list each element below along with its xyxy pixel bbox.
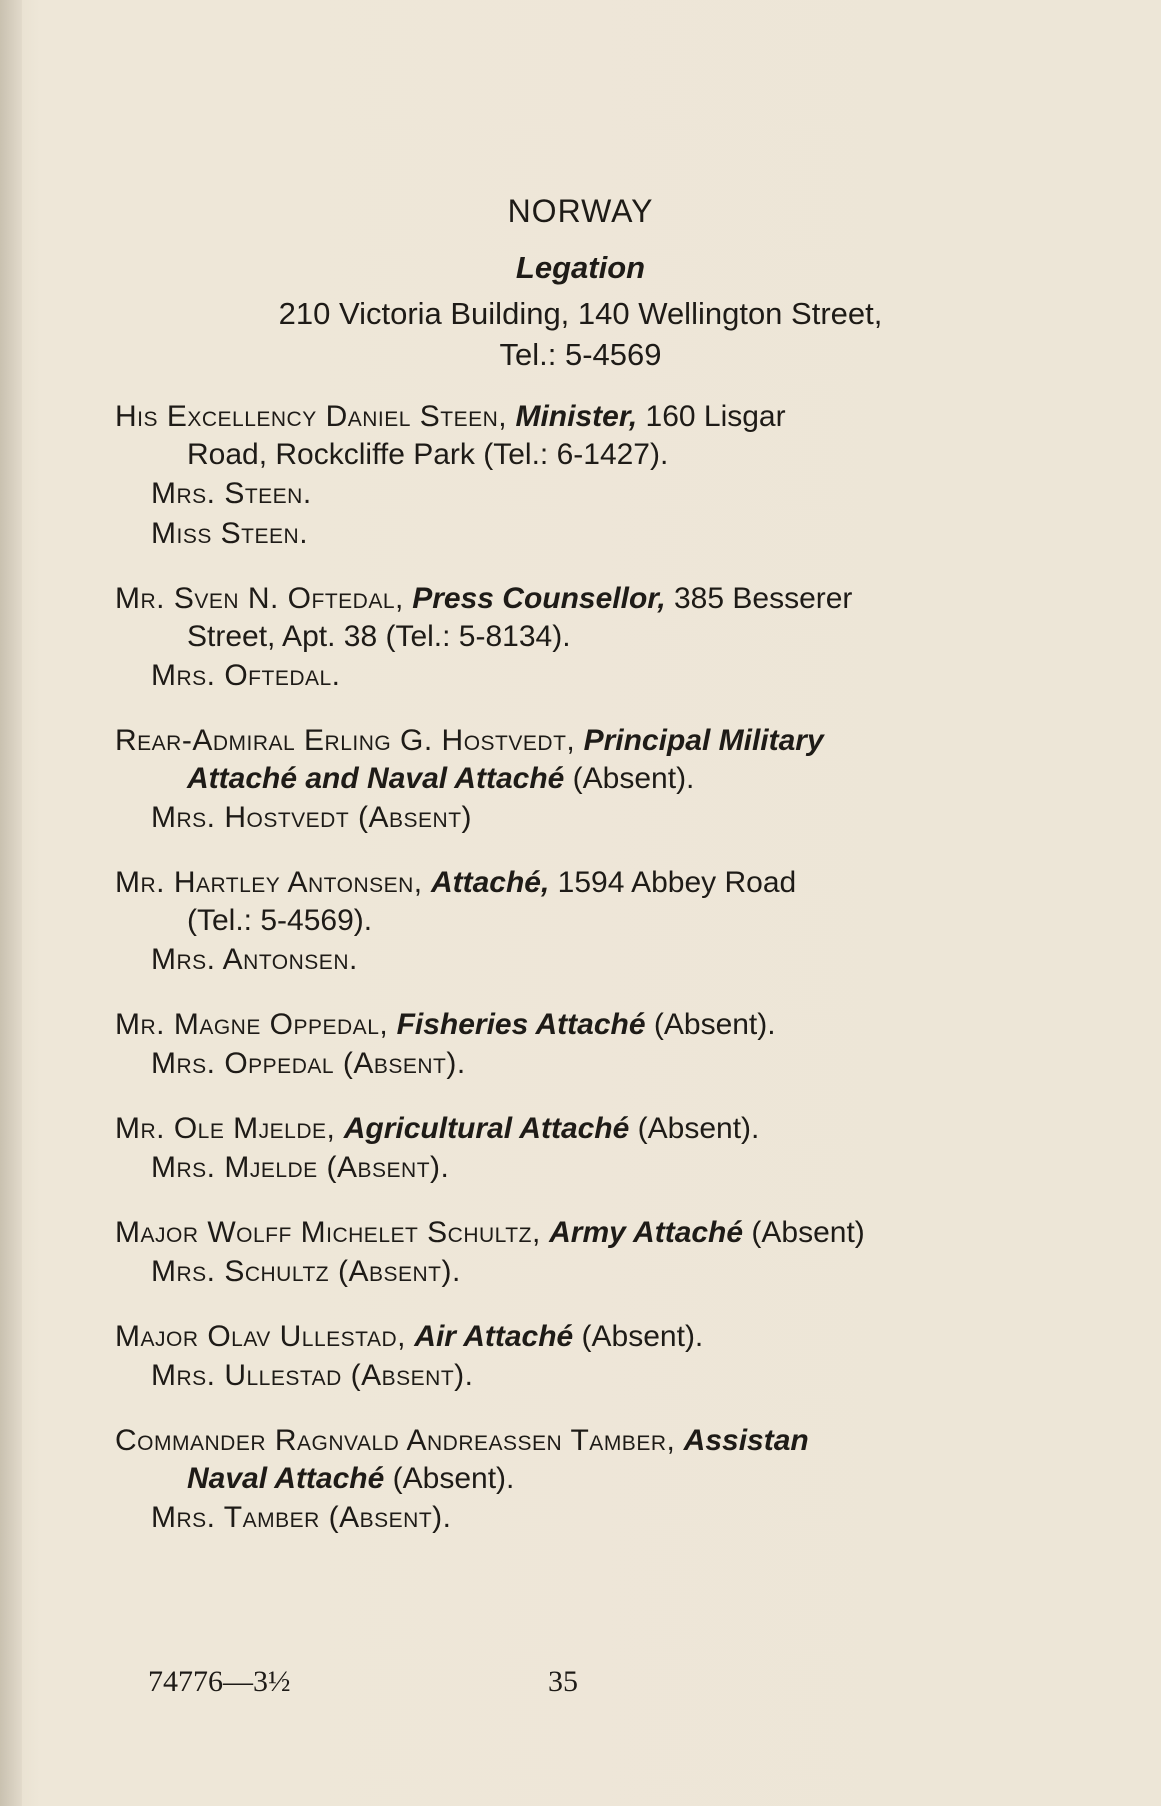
personnel-list <box>115 398 1025 1564</box>
entry-details: (Absent) <box>743 1216 865 1249</box>
entry-details: (Absent). <box>573 1320 704 1353</box>
person-title: Assistan <box>683 1424 809 1457</box>
family-member: Mrs. Oppedal (Absent). <box>151 1047 466 1080</box>
person-name: Mr. Hartley Antonsen, <box>115 866 423 899</box>
entry-details: 1594 Abbey Road <box>549 866 797 899</box>
entry-details: (Absent). <box>384 1462 515 1495</box>
entry-details: (Absent). <box>645 1008 776 1041</box>
person-name: Commander Ragnvald Andreassen Tamber, <box>115 1424 676 1457</box>
entry-main-line <box>115 722 1025 760</box>
entry-main-line <box>115 864 1025 902</box>
entry-details: 385 Besserer <box>665 582 853 615</box>
person-name: Major Olav Ullestad, <box>115 1320 406 1353</box>
personnel-entry <box>115 722 1025 838</box>
entry-main-line <box>115 1318 1025 1356</box>
person-title-continued: Naval Attaché <box>187 1462 385 1495</box>
family-member: Mrs. Mjelde (Absent). <box>151 1151 450 1184</box>
person-title-continued: Attaché and Naval Attaché <box>187 762 565 795</box>
person-name: Mr. Sven N. Oftedal, <box>115 582 404 615</box>
entry-main-line <box>115 398 1025 436</box>
person-title: Agricultural Attaché <box>343 1112 630 1145</box>
entry-details: (Absent). <box>629 1112 760 1145</box>
personnel-entry <box>115 1214 1025 1292</box>
country-heading: NORWAY <box>507 193 654 229</box>
person-title: Press Counsellor, <box>412 582 666 615</box>
person-title: Army Attaché <box>549 1216 744 1249</box>
person-name: Mr. Ole Mjelde, <box>115 1112 336 1145</box>
page-number: 35 <box>548 1665 578 1698</box>
personnel-entry <box>115 1422 1025 1538</box>
person-name: Major Wolff Michelet Schultz, <box>115 1216 541 1249</box>
entry-continuation: Street, Apt. 38 (Tel.: 5-8134). <box>187 620 571 653</box>
personnel-entry <box>115 580 1025 696</box>
person-title: Fisheries Attaché <box>396 1008 646 1041</box>
personnel-entry <box>115 1318 1025 1396</box>
entry-main-line <box>115 1422 1025 1460</box>
personnel-entry <box>115 1110 1025 1188</box>
entry-main-line <box>115 1214 1025 1252</box>
entry-continuation <box>115 1460 1025 1498</box>
family-member: Mrs. Ullestad (Absent). <box>151 1359 474 1392</box>
family-member: Miss Steen. <box>151 517 309 550</box>
entry-details: 160 Lisgar <box>637 400 786 433</box>
entry-details: (Absent). <box>564 762 695 795</box>
entry-main-line <box>115 1110 1025 1148</box>
personnel-entry <box>115 1006 1025 1084</box>
person-name: Rear-Admiral Erling G. Hostvedt, <box>115 724 576 757</box>
person-title: Minister, <box>515 400 638 433</box>
person-name: Mr. Magne Oppedal, <box>115 1008 389 1041</box>
family-member: Mrs. Hostvedt (Absent) <box>151 801 473 834</box>
entry-continuation: Road, Rockcliffe Park (Tel.: 6-1427). <box>187 438 669 471</box>
family-member: Mrs. Schultz (Absent). <box>151 1255 461 1288</box>
person-title: Principal Military <box>583 724 824 757</box>
entry-continuation <box>115 760 1025 798</box>
entry-main-line <box>115 580 1025 618</box>
print-code: 74776—3½ <box>148 1665 291 1698</box>
family-member: Mrs. Antonsen. <box>151 943 358 976</box>
family-member: Mrs. Steen. <box>151 477 312 510</box>
address-line-2: Tel.: 5-4569 <box>499 337 662 372</box>
person-name: His Excellency Daniel Steen, <box>115 400 508 433</box>
entry-main-line <box>115 1006 1025 1044</box>
family-member: Mrs. Oftedal. <box>151 659 341 692</box>
personnel-entry <box>115 864 1025 980</box>
entry-continuation: (Tel.: 5-4569). <box>187 904 373 937</box>
personnel-entry <box>115 398 1025 554</box>
person-title: Attaché, <box>430 866 550 899</box>
address-line-1: 210 Victoria Building, 140 Wellington Street, <box>278 296 883 331</box>
family-member: Mrs. Tamber (Absent). <box>151 1501 452 1534</box>
person-title: Air Attaché <box>414 1320 574 1353</box>
legation-subtitle: Legation <box>515 250 646 285</box>
